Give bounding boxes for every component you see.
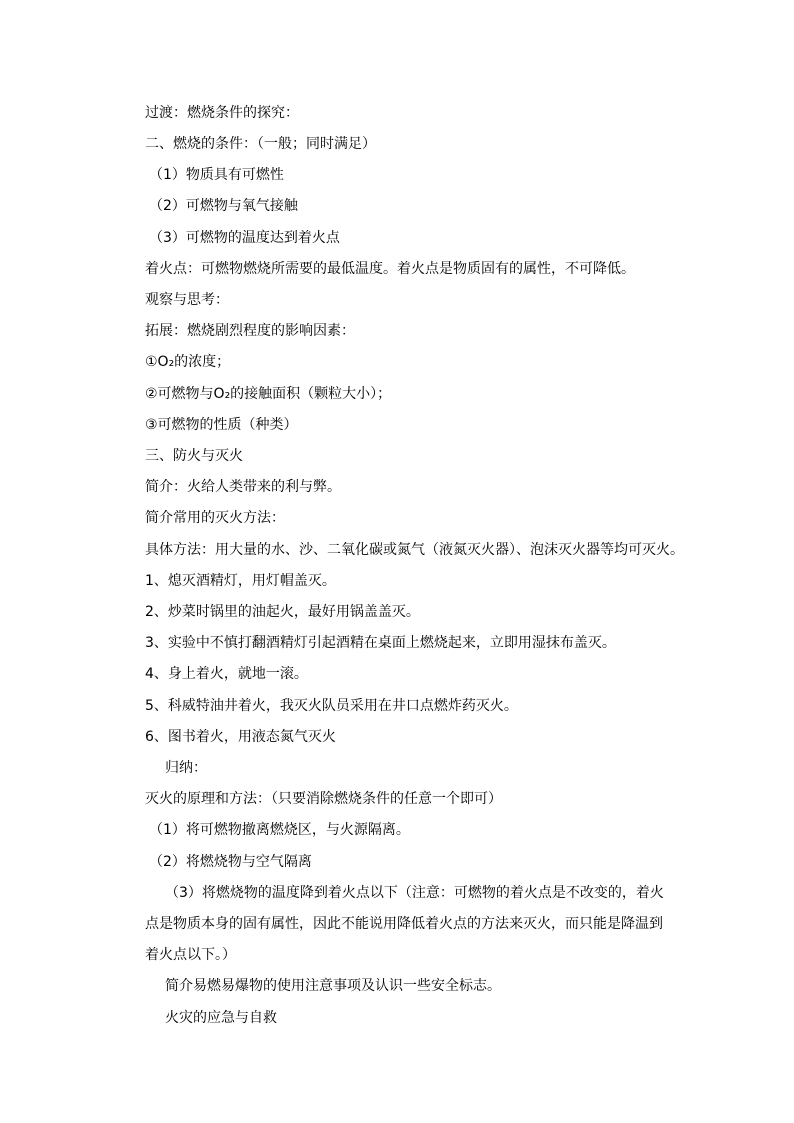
specific-methods: 具体方法：用大量的水、沙、二氧化碳或氮气（液氮灭火器）、泡沫灭火器等均可灭火。 <box>145 542 684 558</box>
principle-heading: 灭火的原理和方法：（只要消除燃烧条件的任意一个即可） <box>145 791 502 807</box>
section-2-heading: 二、燃烧的条件：（一般；同时满足） <box>145 136 376 152</box>
summary-heading: 归纳： <box>165 760 207 776</box>
method-2: 2、炒菜时锅里的油起火，最好用锅盖盖灭。 <box>145 604 420 620</box>
method-6: 6、图书着火，用液态氮气灭火 <box>145 729 336 745</box>
method-3: 3、实验中不慎打翻酒精灯引起酒精在桌面上燃烧起来，立即用湿抹布盖灭。 <box>145 635 616 651</box>
section-3-heading: 三、防火与灭火 <box>145 448 243 464</box>
condition-3: （3）可燃物的温度达到着火点 <box>149 230 340 246</box>
factor-2: ②可燃物与O₂的接触面积（颗粒大小）； <box>145 386 392 402</box>
principle-2: （2）将燃烧物与空气隔离 <box>149 854 312 870</box>
factor-3: ③可燃物的性质（种类） <box>145 417 298 433</box>
intro-methods: 简介常用的灭火方法： <box>145 510 285 526</box>
method-1: 1、熄灭酒精灯，用灯帽盖灭。 <box>145 573 336 589</box>
fire-emergency: 火灾的应急与自救 <box>165 1010 277 1026</box>
ignition-point-definition: 着火点：可燃物燃烧所需要的最低温度。着火点是物质固有的属性，不可降低。 <box>145 261 635 277</box>
principle-3: （3）将燃烧物的温度降到着火点以下（注意：可燃物的着火点是不改变的，着火点是物质本身的固有属性，因此不能说用降低着火点的方法来灭火，而只能是降温到着火点以下。） <box>145 885 664 963</box>
condition-1: （1）物质具有可燃性 <box>149 167 284 183</box>
safety-intro: 简介易燃易爆物的使用注意事项及认识一些安全标志。 <box>165 978 501 994</box>
condition-2: （2）可燃物与氧气接触 <box>149 198 298 214</box>
method-5: 5、科威特油井着火，我灭火队员采用在井口点燃炸药灭火。 <box>145 698 518 714</box>
method-4: 4、身上着火，就地一滚。 <box>145 666 308 682</box>
principle-1: （1）将可燃物撤离燃烧区，与火源隔离。 <box>149 822 410 838</box>
factor-1: ①O₂的浓度； <box>145 354 231 370</box>
extension-heading: 拓展：燃烧剧烈程度的影响因素： <box>145 323 355 339</box>
intro-fire: 简介：火给人类带来的利与弊。 <box>145 479 341 495</box>
observe-think: 观察与思考： <box>145 292 229 308</box>
transition-line: 过渡：燃烧条件的探究： <box>145 105 299 121</box>
